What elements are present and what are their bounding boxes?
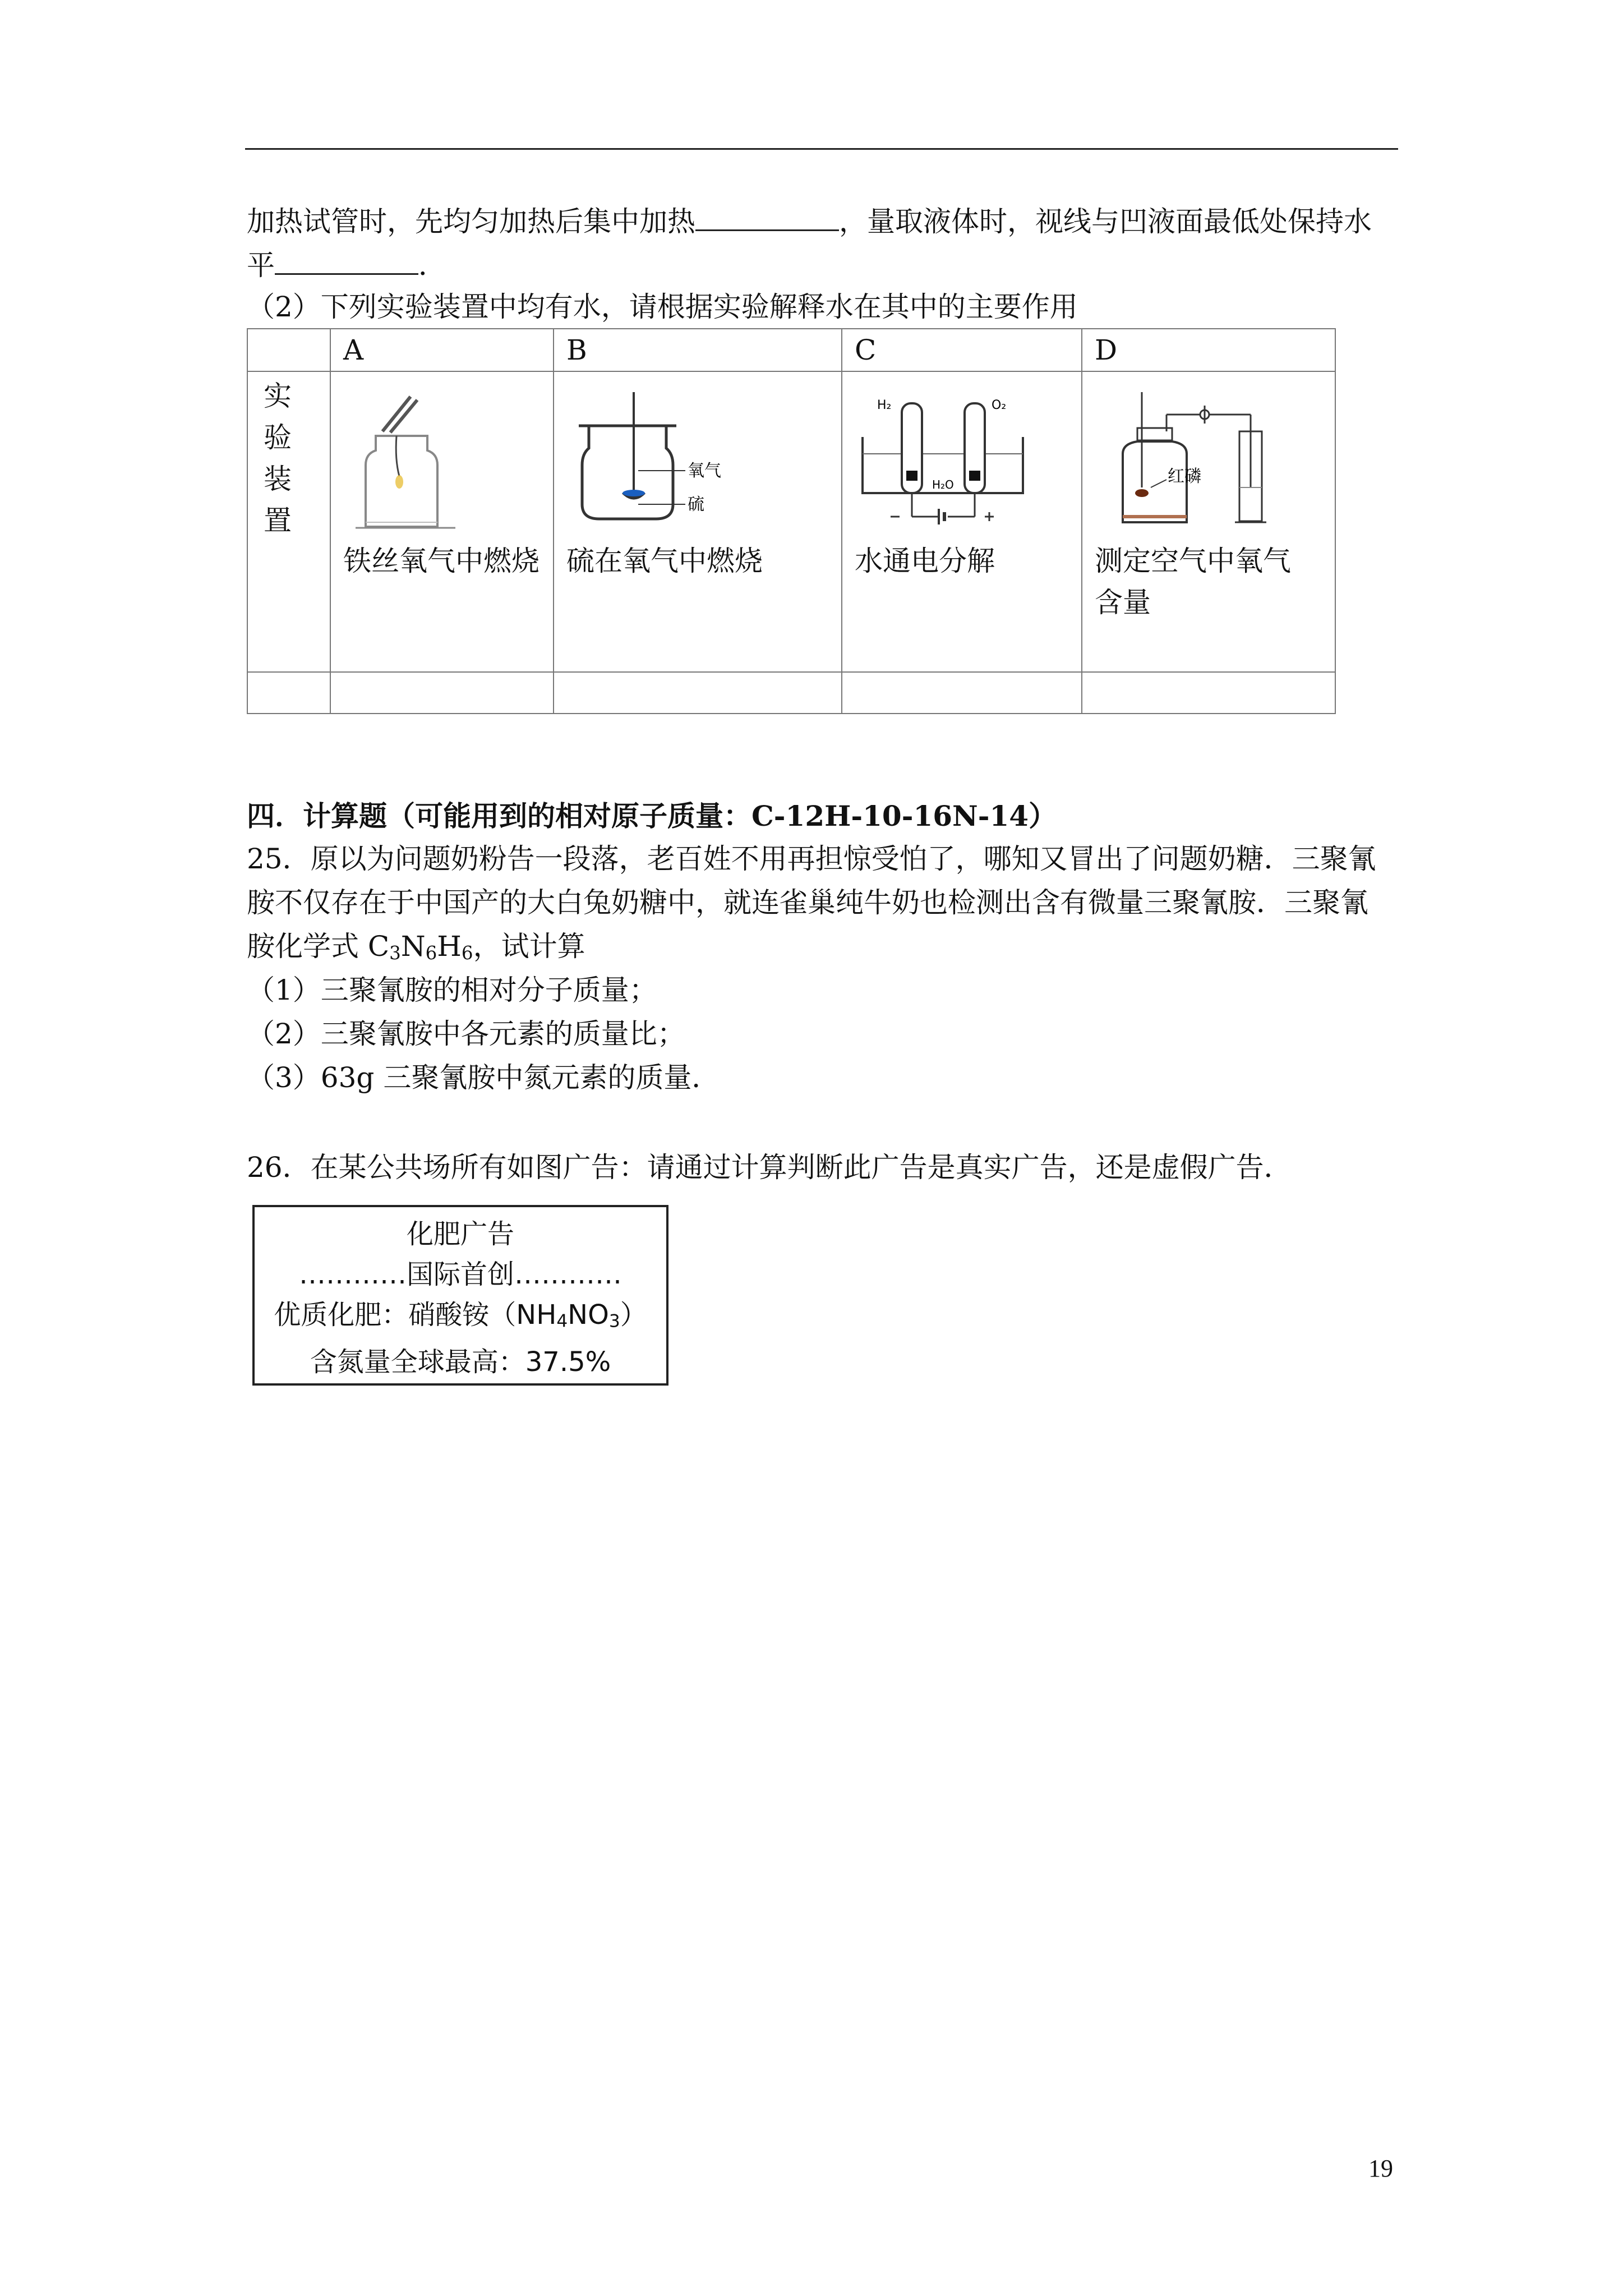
table-corner-cell <box>247 329 330 371</box>
air-oxygen-measurement-diagram <box>1095 392 1285 532</box>
caption-c: 水通电分解 <box>855 545 995 577</box>
table-answer-row <box>247 672 1335 714</box>
answer-blank-2[interactable] <box>275 245 418 275</box>
ad-line4: 含氮量全球最高：37.5% <box>310 1346 611 1378</box>
answer-blank-1[interactable] <box>695 201 839 231</box>
col-header-d: D <box>1082 329 1335 371</box>
label-water: H₂O <box>932 478 954 491</box>
table-device-row <box>247 371 1335 672</box>
q24-text: ，量取液体时，视线与凹液面最低处保持水 <box>839 205 1372 238</box>
q24-text: ． <box>418 249 446 282</box>
answer-cell-c[interactable] <box>842 672 1082 714</box>
cell-device-c <box>842 371 1082 672</box>
cell-device-b <box>554 371 842 672</box>
answer-cell-b[interactable] <box>554 672 842 714</box>
caption-b: 硫在氧气中燃烧 <box>566 545 763 577</box>
answer-cell-label <box>247 672 330 714</box>
answer-cell-a[interactable] <box>330 672 554 714</box>
q25-line3: 胺化学式 $C_3N_6H_6$，试计算 <box>247 930 585 964</box>
col-header-c: C <box>842 329 1082 371</box>
col-header-b: B <box>554 329 842 371</box>
label-o2: O₂ <box>992 398 1007 412</box>
table-header-row <box>247 329 1335 371</box>
sulfur-burning-diagram <box>566 392 735 532</box>
fertilizer-ad <box>252 1205 668 1386</box>
row-label-device: 实 验 装 置 <box>247 371 330 672</box>
ad-title: 化肥广告 <box>406 1218 514 1250</box>
cell-device-a <box>330 371 554 672</box>
water-electrolysis-diagram <box>855 392 1034 532</box>
q24-part2: （2）下列实验装置中均有水，请根据实验解释水在其中的主要作用 <box>247 291 1078 323</box>
page-number: 19 <box>1368 2155 1393 2182</box>
q25-line2: 胺不仅存在于中国产的大白兔奶糖中，就连雀巢纯牛奶也检测出含有微量三聚氰胺．三聚氰 <box>247 886 1368 919</box>
q25-sub3: （3）63g 三聚氰胺中氮元素的质量． <box>247 1061 720 1094</box>
label-sulfur: 硫 <box>688 495 704 514</box>
caption-a: 铁丝氧气中燃烧 <box>343 545 540 577</box>
label-red-phosphorus: 红磷 <box>1168 467 1201 486</box>
caption-d: 测定空气中氧气含量 <box>1095 545 1291 619</box>
header-rule <box>245 148 1398 150</box>
label-h2: H₂ <box>877 398 892 412</box>
q25-sub1: （1）三聚氰胺的相对分子质量； <box>247 974 657 1006</box>
iron-wire-burning-diagram <box>343 392 478 532</box>
q24-line1 <box>247 200 1372 243</box>
ad-line3: 优质化肥：硝酸铵$(NH_4NO_3)$ <box>274 1299 647 1332</box>
q25-line1: 25．原以为问题奶粉告一段落，老百姓不用再担惊受怕了，哪知又冒出了问题奶糖．三聚氰 <box>247 843 1376 875</box>
q24-line2 <box>247 243 446 287</box>
q24-text: 平 <box>247 249 275 282</box>
col-header-a: A <box>330 329 554 371</box>
label-oxygen: 氧气 <box>688 461 721 481</box>
q25-sub2: （2）三聚氰胺中各元素的质量比； <box>247 1018 685 1050</box>
ad-line2: …………国际首创………… <box>298 1259 622 1290</box>
experiment-table <box>247 328 1336 714</box>
answer-cell-d[interactable] <box>1082 672 1335 714</box>
cell-device-d <box>1082 371 1335 672</box>
q26-text: 26．在某公共场所有如图广告：请通过计算判断此广告是真实广告，还是虚假广告． <box>247 1151 1292 1184</box>
section-heading: 四．计算题（可能用到的相对原子质量：C-12H-10-16N-14） <box>247 799 1057 832</box>
q24-text: 加热试管时，先均匀加热后集中加热 <box>247 205 695 238</box>
